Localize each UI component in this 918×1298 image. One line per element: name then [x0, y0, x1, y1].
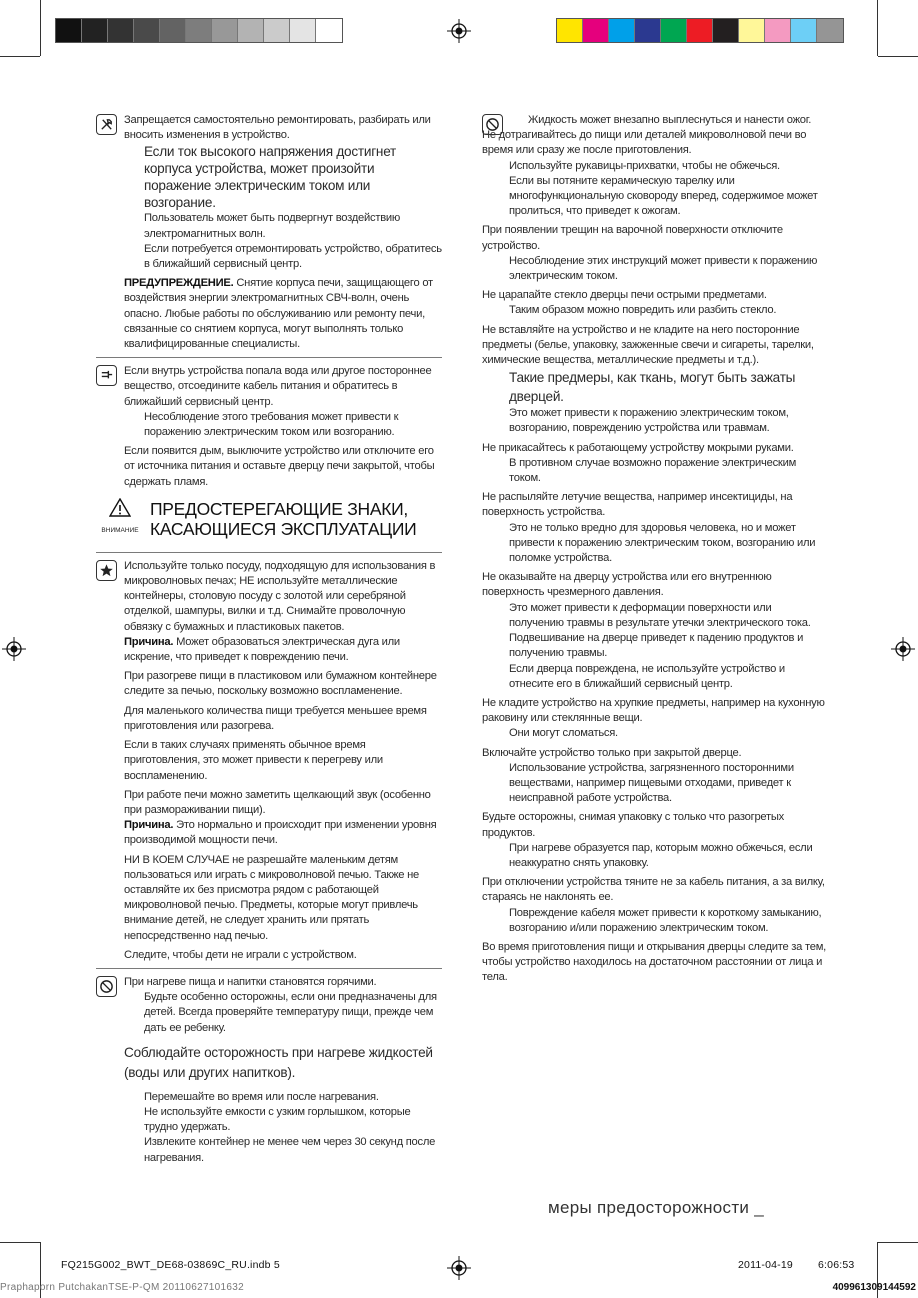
- paragraph: Жидкость может внезапно выплеснуться и нанести ожог.: [528, 114, 812, 126]
- section-no-disassembly: [96, 113, 442, 352]
- heading-line: ПРЕДОСТЕРЕГАЮЩИЕ ЗНАКИ,: [150, 498, 408, 519]
- divider: [96, 968, 442, 969]
- right-column: [482, 113, 827, 986]
- color-swatch: [817, 19, 843, 42]
- paragraph: Не кладите устройство на хрупкие предметы, например на кухонную раковину или стеклянные вещи.: [482, 696, 825, 725]
- paragraph: Не дотрагивайтесь до пищи или деталей микроволновой печи во время или сразу же после приготовления.: [482, 129, 807, 157]
- unplug-icon: [96, 365, 117, 386]
- crop-mark: [878, 1242, 918, 1243]
- paragraph: Повреждение кабеля может привести к короткому замыканию, возгоранию и/или поражению электрическим током.: [509, 906, 822, 934]
- paragraph: Если внутрь устройства попала вода или другое постороннее вещество, отсоедините кабель питания и обратитесь в ближайший сервисный центр.: [124, 365, 432, 408]
- heading-title: [150, 499, 416, 539]
- paragraph: Это может привести к поражению электрическим током, возгоранию, повреждению устройства или травмам.: [509, 407, 789, 435]
- color-swatch: [791, 19, 817, 42]
- section-heading: [96, 498, 442, 542]
- paragraph: Извлеките контейнер не менее чем через 30 секунд после нагревания.: [144, 1136, 436, 1164]
- paragraph: Не прикасайтесь к работающему устройству мокрыми руками.: [482, 441, 794, 454]
- paragraph: Следите, чтобы дети не играли с устройством.: [124, 948, 357, 961]
- color-swatch: [160, 19, 186, 42]
- paragraph: Они могут сломаться.: [509, 727, 618, 740]
- slug-date: 2011-04-19: [738, 1259, 793, 1271]
- paragraph: Таким образом можно повредить или разбить стекло.: [509, 304, 777, 317]
- reason-label: Причина.: [124, 635, 174, 648]
- color-swatch: [713, 19, 739, 42]
- section-cookware: [96, 559, 442, 963]
- paragraph: Используйте только посуду, подходящую для использования в микроволновых печах; НЕ используйте металлические контейнеры, столовую посуду с золотой или серебряной отделкой, шампуры, вилки и т.д. Снимайте проволочную обвязку с бумажных и пластиковых пакетов.: [124, 559, 436, 633]
- section-water-ingress: [96, 364, 442, 490]
- paragraph: При нагреве пища и напитки становятся горячими.: [124, 975, 377, 988]
- color-swatch: [739, 19, 765, 42]
- paragraph: Это может привести к деформации поверхности или получению травмы в результате утечки электрического тока.: [509, 601, 811, 629]
- color-swatch: [134, 19, 160, 42]
- paragraph: Во время приготовления пищи и открывания дверцы следите за тем, чтобы устройство находилось на достаточном расстоянии от лица и тела.: [482, 940, 827, 984]
- color-swatch: [56, 19, 82, 42]
- paragraph: При отключении устройства тяните не за кабель питания, а за вилку, стараясь не наклонять ее.: [482, 876, 825, 904]
- color-swatch: [609, 19, 635, 42]
- paragraph: Будьте осторожны, снимая упаковку с только что разогретых продуктов.: [482, 811, 785, 839]
- grayscale-bar: [55, 18, 343, 43]
- paragraph: Перемешайте во время или после нагревания.: [144, 1090, 379, 1103]
- color-swatch: [687, 19, 713, 42]
- paragraph-large: Соблюдайте осторожность при нагреве жидкостей (воды или других напитков).: [124, 1044, 433, 1080]
- divider: [96, 552, 442, 553]
- color-swatch: [186, 19, 212, 42]
- color-bar: [556, 18, 844, 43]
- prohibited-icon: [96, 976, 117, 997]
- paragraph: Если дверца повреждена, не используйте устройство и отнесите его в ближайший сервисный центр.: [509, 662, 785, 690]
- reason-paragraph: [96, 635, 442, 665]
- color-swatch: [316, 19, 342, 42]
- paragraph: Несоблюдение этих инструкций может привести к поражению электрическим током.: [509, 254, 818, 283]
- registration-mark-icon: [447, 19, 471, 43]
- color-swatch: [82, 19, 108, 42]
- reason-paragraph: [96, 818, 442, 848]
- color-swatch: [212, 19, 238, 42]
- paragraph: Будьте особенно осторожны, если они предназначены для детей. Всегда проверяйте температуру пищи, прежде чем дать ее ребенку.: [144, 991, 437, 1034]
- crop-mark: [877, 0, 878, 56]
- paragraph: Включайте устройство только при закрытой дверце.: [482, 746, 742, 759]
- color-swatch: [635, 19, 661, 42]
- paragraph: Если в таких случаях применять обычное время приготовления, это может привести к перегреву или воспламенению.: [124, 739, 383, 782]
- caution-label: ВНИМАНИЕ: [101, 527, 139, 535]
- prohibited-icon: [482, 114, 503, 135]
- paragraph: Не вставляйте на устройство и не кладите на него посторонние предметы (белье, упаковку, зажженные свечи и сигареты, тарелки, химические вещества, металлические предметы и т.д.).: [482, 323, 814, 367]
- paragraph: Несоблюдение этого требования может привести к поражению электрическим током или возгоранию.: [144, 410, 399, 439]
- warning-text: Снятие корпуса печи, защищающего от воздействия энергии электромагнитных СВЧ-волн, очень опасно. Любые работы по обслуживанию или ремонту печи, связанные со снятием корпуса, могут выполнять только квалифицированные специалисты.: [124, 277, 433, 351]
- paragraph: Если вы потяните керамическую тарелку или многофункциональную сковороду вперед, содержимое может пролиться, что приведет к ожогам.: [509, 174, 818, 218]
- paragraph: При нагреве образуется пар, которым можно обжечься, если неаккуратно снять упаковку.: [509, 841, 813, 869]
- paragraph: Запрещается самостоятельно ремонтировать, разбирать или вносить изменения в устройство.: [124, 114, 431, 142]
- reason-text: Это нормально и происходит при изменении уровня производимой мощности печи.: [124, 819, 437, 847]
- paragraph: Пользователь может быть подвергнут воздействию электромагнитных волн.: [144, 212, 401, 240]
- no-disassembly-icon: [96, 114, 117, 135]
- paragraph: Если потребуется отремонтировать устройство, обратитесь в ближайший сервисный центр.: [144, 242, 442, 271]
- document-code: 409961309144592: [832, 1282, 916, 1293]
- paragraph: Подвешивание на дверце приведет к падению продуктов и получению травмы.: [509, 632, 804, 660]
- color-swatch: [238, 19, 264, 42]
- slug-filename: FQ215G002_BWT_DE68-03869C_RU.indb 5: [61, 1259, 280, 1271]
- registration-mark-icon: [447, 1256, 471, 1280]
- color-swatch: [290, 19, 316, 42]
- divider: [96, 357, 442, 358]
- paragraph-large: Такие предмеры, как ткань, могут быть зажаты дверцей.: [509, 370, 796, 405]
- crop-mark: [40, 0, 41, 56]
- paragraph: При разогреве пищи в пластиковом или бумажном контейнере следите за печью, поскольку возможно воспламенение.: [124, 670, 437, 698]
- star-icon: [96, 560, 117, 581]
- color-swatch: [557, 19, 583, 42]
- color-swatch: [765, 19, 791, 42]
- registration-mark-icon: [2, 637, 26, 661]
- paragraph-large: Если ток высокого напряжения достигнет корпуса устройства, может произойти поражение электрическим током или возгорание.: [144, 144, 397, 211]
- paragraph: Не царапайте стекло дверцы печи острыми предметами.: [482, 289, 767, 302]
- paragraph: Не оказывайте на дверцу устройства или его внутреннюю поверхность чрезмерного давления.: [482, 571, 772, 599]
- paragraph: Не распыляйте летучие вещества, например инсектициды, на поверхность устройства.: [482, 491, 793, 519]
- reason-label: Причина.: [124, 819, 174, 832]
- paragraph: Не используйте емкости с узким горлышком, которые трудно удержать.: [144, 1105, 411, 1134]
- left-column: [96, 113, 442, 1166]
- crop-mark: [0, 56, 40, 57]
- section-hot-food: [96, 975, 442, 1166]
- paragraph: НИ В КОЕМ СЛУЧАЕ не разрешайте маленьким детям пользоваться или играть с микроволновой печью. Также не оставляйте их без присмотра рядом с работающей микроволновой печью. Предметы, которые могут привлечь внимание детей, не следует хранить или прятать непосредственно над печью.: [124, 853, 420, 942]
- paragraph: Используйте рукавицы-прихватки, чтобы не обжечься.: [509, 159, 780, 172]
- paragraph: При появлении трещин на варочной поверхности отключите устройство.: [482, 224, 783, 252]
- paragraph: Если появится дым, выключите устройство или отключите его от источника питания и оставьте дверцу печи закрытой, чтобы сдержать пламя.: [124, 445, 435, 488]
- paragraph: В противном случае возможно поражение электрическим током.: [509, 456, 797, 485]
- operator-stamp: Praphaporn PutchakanTSE-P-QM 20110627101632: [0, 1282, 244, 1293]
- warning-label: ПРЕДУПРЕЖДЕНИЕ.: [124, 277, 234, 290]
- registration-mark-icon: [891, 637, 915, 661]
- heading-line: КАСАЮЩИЕСЯ ЭКСПЛУАТАЦИИ: [150, 518, 417, 539]
- paragraph: При работе печи можно заметить щелкающий звук (особенно при размораживании пищи).: [124, 788, 431, 816]
- paragraph: Использование устройства, загрязненного посторонними веществами, например пищевыми отходами, приведет к неисправной работе устройства.: [509, 761, 794, 805]
- color-swatch: [661, 19, 687, 42]
- caution-icon: [100, 498, 140, 538]
- paragraph: Это не только вредно для здоровья человека, но и может привести к поражению электрическим током, возгоранию или поломке устройства.: [509, 521, 816, 565]
- color-swatch: [108, 19, 134, 42]
- slug-time: 6:06:53: [818, 1259, 855, 1271]
- reason-text: Может образоваться электрическая дуга или искрение, что приведет к повреждению печи.: [124, 635, 400, 664]
- color-swatch: [264, 19, 290, 42]
- warning-paragraph: [96, 276, 442, 352]
- page-footer-title: меры предосторожности _: [548, 1198, 764, 1217]
- paragraph: Для маленького количества пищи требуется меньшее время приготовления или разогрева.: [124, 704, 427, 732]
- crop-mark: [0, 1242, 40, 1243]
- color-swatch: [583, 19, 609, 42]
- crop-mark: [878, 56, 918, 57]
